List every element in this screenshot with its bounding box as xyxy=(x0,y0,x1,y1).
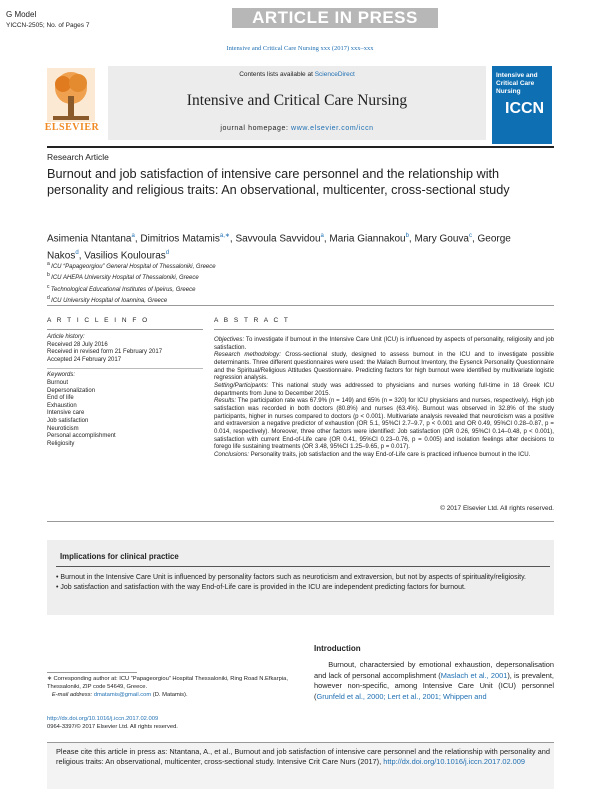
author-affiliation-mark: a xyxy=(131,233,135,239)
author-name: Mary Gouva xyxy=(414,233,469,245)
author-list: Asimenia Ntantana$^a$, Dimitrios Matamis$^{a,∗}$, Savvoula Savvidou$^a$, Maria Giannakou$^b$, Mary Gouva$^c$, George Nakos$^d$, Vasilios Koulouras$^d$ xyxy=(47,233,511,262)
author-affiliation-mark: b xyxy=(405,233,409,239)
doi-link[interactable]: http://dx.doi.org/10.1016/j.iccn.2017.02.009 xyxy=(47,716,159,722)
journal-homepage xyxy=(108,125,486,132)
keyword: Religiosity xyxy=(47,440,75,447)
affiliations xyxy=(47,260,517,305)
keyword: Burnout xyxy=(47,379,69,386)
introduction-text: Burnout, charactersied by emotional exhaustion, depersonalisation and lack of personal accomplishment (Maslach et al., 2001), is prevalent, however non-specific, among Intensive Care Unit (ICU) personnel (Grunfeld et al., 2000; Lert et al., 2001; Whippen and xyxy=(314,660,554,701)
contents-line xyxy=(108,71,486,78)
keywords-label: Keywords: xyxy=(47,372,76,379)
elsevier-wordmark: ELSEVIER xyxy=(44,122,100,133)
author-affiliation-mark: a,∗ xyxy=(219,233,230,239)
info-rule xyxy=(47,329,203,330)
corresponding-author-note xyxy=(47,676,305,699)
keyword: Job satisfaction xyxy=(47,417,89,424)
keyword: End of life xyxy=(47,395,74,402)
implications-title: Implications for clinical practice xyxy=(60,552,179,561)
author-name: Asimenia Ntantana xyxy=(47,233,132,245)
author-affiliation-mark: a xyxy=(320,233,324,239)
author-affiliation-mark: d xyxy=(165,250,170,257)
journal-title: Intensive and Critical Care Nursing xyxy=(186,92,408,109)
abstract-rule xyxy=(214,329,554,330)
history-received: Received 28 July 2016 xyxy=(47,341,108,348)
list-item: • Burnout in the Intensive Care Unit is influenced by personality factors such as neuroticism and extraversion, but not by aspects of spirituality/religiosity. xyxy=(56,574,527,581)
abstract-setting: Setting/Participants: This national study was addressed to physicians and nurses working full-time in 18 Greek ICU departments from June to December 2015. xyxy=(214,381,554,397)
article-info xyxy=(47,334,203,448)
implications-list xyxy=(56,573,550,593)
article-title: Burnout and job satisfaction of intensive care personnel and the relationship with personality and religious traits: An observational, multicenter, cross-sectional study xyxy=(47,167,510,197)
sciencedirect-link[interactable]: ScienceDirect xyxy=(314,71,355,78)
abstract-copyright: © 2017 Elsevier Ltd. All rights reserved. xyxy=(440,505,554,512)
affiliation: $^d$ ICU University Hospital of Ioannina, Greece xyxy=(47,294,168,304)
doi-block xyxy=(47,716,305,732)
abstract-objectives: Objectives: To investigate if burnout in the Intensive Care Unit (ICU) is influenced by aspects of personality, religiosity and job satisfaction. xyxy=(214,336,554,351)
cover-logo: ICCN xyxy=(505,100,545,117)
issn-copyright: 0964-3397/© 2017 Elsevier Ltd. All rights reserved. xyxy=(47,723,178,730)
article-in-press-banner: ARTICLE IN PRESS xyxy=(232,8,438,28)
affiliation: $^c$ Technological Educational Institutes of Ipeirus, Greece xyxy=(47,283,196,293)
homepage-link[interactable]: www.elsevier.com/iccn xyxy=(291,125,374,132)
affiliation: $^b$ ICU AHEPA University Hospital of Thessaloniki, Greece xyxy=(47,272,199,282)
footnote-rule xyxy=(47,672,137,673)
abstract-body xyxy=(214,336,554,459)
history-label: Article history: xyxy=(47,334,85,340)
citation-doi-link[interactable]: http://dx.doi.org/10.1016/j.iccn.2017.02.009 xyxy=(383,757,526,767)
keyword: Intensive care xyxy=(47,410,85,417)
cover-title: Intensive and Critical Care Nursing xyxy=(496,72,538,95)
introduction-heading: Introduction xyxy=(314,644,361,653)
author-affiliation-mark: d xyxy=(75,250,79,257)
keyword: Personal accomplishment xyxy=(47,433,116,440)
email-line: E-mail address: dmatamis@gmail.com (D. Matamis). xyxy=(51,691,188,698)
journal-reference: Intensive and Critical Care Nursing xxx (2017) xxx–xxx xyxy=(226,45,374,52)
keyword: Exhaustion xyxy=(47,402,77,409)
author-name: Maria Giannakou xyxy=(329,233,406,245)
history-accepted: Accepted 24 February 2017 xyxy=(47,356,122,363)
keyword: Depersonalization xyxy=(47,387,96,394)
author-name: Savvoula Savvidou xyxy=(235,233,321,245)
history-revised: Received in revised form 21 February 2017 xyxy=(47,349,163,356)
article-type: Research Article xyxy=(47,152,109,162)
author-name: Vasilios Koulouras xyxy=(84,250,166,262)
author-affiliation-mark: c xyxy=(468,233,472,239)
list-item: • Job satisfaction and satisfaction with the way End-of-Life care is provided in the ICU are independent predicting factors for burnout. xyxy=(56,584,466,591)
citation-text: Please cite this article in press as: Ntantana, A., et al., Burnout and job satisfaction of intensive care personnel and the relationship with personality and religious traits: An observational, multicenter, cross-sectional study. Intensive Crit Care Nurs (2017), http://dx.doi.org/10.1016/j.iccn.2017.02.009 xyxy=(56,747,550,767)
author-name: Dimitrios Matamis xyxy=(140,233,220,245)
corresponding-author: ∗ Corresponding author at: ICU “Papageorgiou” Hospital Thessaloniki, Ring Road N.Efkarpia, Thessaloniki, ZIP code 54649, Greece. xyxy=(47,676,288,690)
author-name: George Nakos xyxy=(47,233,511,262)
contents-prefix: Contents lists available at xyxy=(239,71,315,78)
email-link[interactable]: dmatamis@gmail.com xyxy=(93,691,152,698)
header-rule xyxy=(47,305,554,306)
abstract-conclusions: Conclusions: Personality traits, job satisfaction and the way End-of-Life care is practiced influence burnout in the ICU. xyxy=(214,450,531,458)
info-divider xyxy=(47,368,203,369)
implications-rule xyxy=(56,566,550,567)
abstract-results: Results: The participation rate was 67.9% (n = 149) and 65% (n = 320) for ICU physicians and nurses, respectively). High job satisfaction was recorded in both doctors (80.8%) and nurses (63.4%). Burnout was observed in 32.8% of the study participants, higher in nurses compared to doctors (p < 0.001). Multivariate analysis revealed that neuroticism was a positive and extraversion a negative predictor of exhaustion (OR 5.1, 95%CI 2.7–9.7, p < 0.001 and OR 0.49, 95%CI 0.28–0.87, p = 0.014, respectively). Moreover, three other factors were identified: Job satisfaction (OR 0.26, 95%CI 0.14–0.48, p < 0.001), satisfaction with current End-of-Life care (OR 0.41, 95%CI 0.23–0.76, p = 0.005) and isolation feelings after decisions to forego life sustaining treatments (OR 3.48, 95%CI 1.25–9.65, p = 0.017). xyxy=(214,397,554,451)
abstract-method: Research methodology: Cross-sectional study, designed to assess burnout in the ICU and to investigate possible determinants. Three different questionnaires were used: the Malach Burnout Inventory, the Eysenck Personality Questionnaire and the Spiritual/Religious Attitudes Questionnaire. Predicting factors for high burnout were identified by multivariate logistic regression analysis. xyxy=(214,351,554,382)
citation-link[interactable]: Maslach et al., 2001 xyxy=(440,670,508,680)
abstract-end-rule xyxy=(47,521,554,522)
manuscript-code: YICCN-2505; No. of Pages 7 xyxy=(6,22,90,29)
g-model-label: G Model xyxy=(6,10,37,19)
homepage-prefix: journal homepage: xyxy=(220,125,292,132)
affiliation: $^a$ ICU “Papageorgiou” General Hospital of Thessaloniki, Greece xyxy=(47,261,216,270)
keyword: Neuroticism xyxy=(47,425,79,432)
abstract-heading: A B S T R A C T xyxy=(214,317,290,324)
article-info-heading: A R T I C L E I N F O xyxy=(47,317,150,324)
masthead-rule xyxy=(47,146,554,148)
citation-link[interactable]: Grunfeld et al., 2000; Lert et al., 2001; Whippen and xyxy=(316,691,487,701)
